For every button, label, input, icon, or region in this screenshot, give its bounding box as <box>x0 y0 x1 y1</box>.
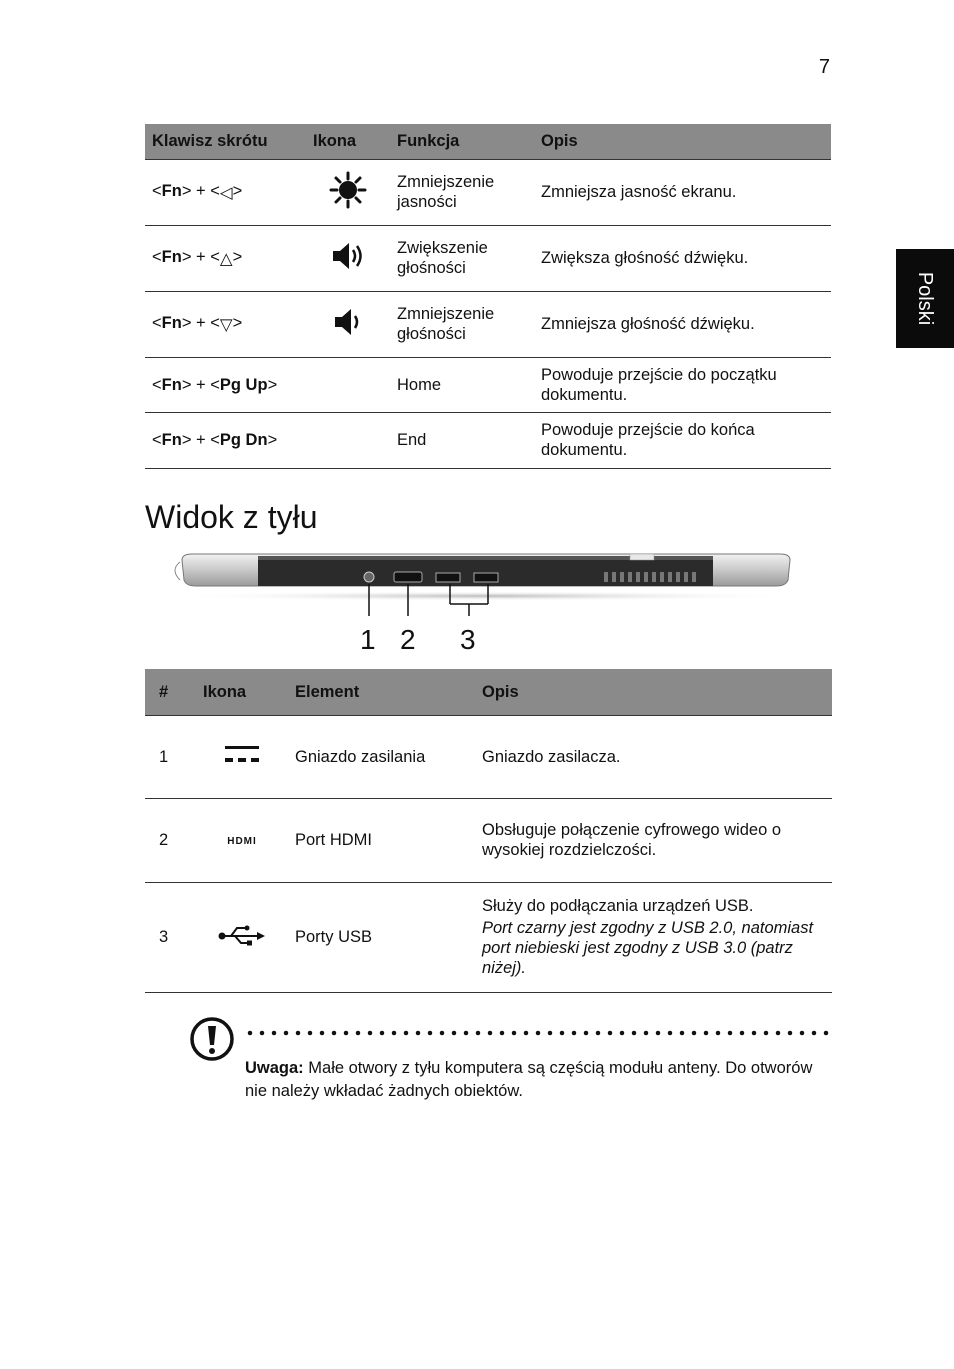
warning-icon <box>189 1016 235 1062</box>
function-cell: End <box>390 412 534 468</box>
pgdn-key: Pg Dn <box>219 431 268 449</box>
volume-down-icon <box>330 306 366 338</box>
number-cell: 1 <box>145 715 196 798</box>
header-element: Element <box>288 669 475 715</box>
language-tab <box>896 249 954 348</box>
table-row <box>145 882 832 992</box>
function-cell: Zmniejszenie głośności <box>390 291 534 357</box>
icon-cell <box>306 291 390 357</box>
hotkey-cell: <Fn> + <Pg Dn> <box>145 412 306 468</box>
description-cell: Zwiększa głośność dźwięku. <box>534 225 831 291</box>
usb-icon <box>217 923 267 947</box>
icon-cell <box>196 715 288 798</box>
icon-cell <box>196 882 288 992</box>
ports-header-row <box>145 669 832 715</box>
element-cell: Port HDMI <box>288 798 475 882</box>
usb-description: Służy do podłączania urządzeń USB. <box>482 897 754 915</box>
number-cell: 3 <box>145 882 196 992</box>
ports-table <box>145 669 832 993</box>
dc-power-icon <box>222 742 262 766</box>
arrow-down-symbol: ▽ <box>219 316 233 334</box>
header-icon: Ikona <box>196 669 288 715</box>
description-cell: Powoduje przejście do końca dokumentu. <box>534 412 831 468</box>
brightness-icon <box>329 171 367 209</box>
description-cell: Obsługuje połączenie cyfrowego wideo o wysokiej rozdzielczości. <box>475 798 832 882</box>
header-hotkey: Klawisz skrótu <box>145 124 306 159</box>
fn-key: Fn <box>161 375 182 394</box>
header-description: Opis <box>534 124 831 159</box>
note-divider <box>244 1030 832 1036</box>
description-cell: Powoduje przejście do początku dokumentu. <box>534 357 831 412</box>
element-cell: Gniazdo zasilania <box>288 715 475 798</box>
icon-cell <box>306 357 390 412</box>
icon-cell <box>306 412 390 468</box>
table-row <box>145 798 832 882</box>
hotkey-cell: <Fn> + <Pg Up> <box>145 357 306 412</box>
laptop-rear-illustration <box>160 548 810 620</box>
table-row <box>145 357 831 412</box>
description-cell: Zmniejsza głośność dźwięku. <box>534 291 831 357</box>
hotkeys-header-row <box>145 124 831 159</box>
section-title: Widok z tyłu <box>145 499 318 535</box>
fn-key: Fn <box>161 314 182 332</box>
arrow-left-symbol: ◁ <box>219 184 233 202</box>
icon-cell <box>306 159 390 225</box>
description-cell: Zmniejsza jasność ekranu. <box>534 159 831 225</box>
function-cell: Zmniejszenie jasności <box>390 159 534 225</box>
hotkeys-table <box>145 124 831 469</box>
hotkey-cell: <Fn> + <▽> <box>145 291 306 357</box>
callout-1: 1 <box>360 624 376 655</box>
page-number: 7 <box>818 56 830 78</box>
hotkey-cell: <Fn> + <△> <box>145 225 306 291</box>
hotkey-cell: <Fn> + <◁> <box>145 159 306 225</box>
header-description: Opis <box>475 669 832 715</box>
header-function: Funkcja <box>390 124 534 159</box>
icon-cell <box>196 798 288 882</box>
element-cell: Porty USB <box>288 882 475 992</box>
table-row <box>145 412 831 468</box>
fn-key: Fn <box>161 182 182 200</box>
header-number: # <box>145 669 196 715</box>
table-row <box>145 291 831 357</box>
description-cell <box>475 882 832 992</box>
table-row <box>145 715 832 798</box>
volume-up-icon <box>330 240 366 272</box>
description-cell: Gniazdo zasilacza. <box>475 715 832 798</box>
icon-cell <box>306 225 390 291</box>
note-text <box>245 1057 835 1103</box>
number-cell: 2 <box>145 798 196 882</box>
table-row <box>145 225 831 291</box>
callout-2: 2 <box>400 624 416 655</box>
function-cell: Home <box>390 357 534 412</box>
header-icon: Ikona <box>306 124 390 159</box>
pgup-key: Pg Up <box>219 375 268 394</box>
note-label: Uwaga: <box>245 1059 304 1077</box>
usb-note: Port czarny jest zgodny z USB 2.0, natomiast port niebieski jest zgodny z USB 3.0 (patrz niżej). <box>482 919 814 977</box>
table-row <box>145 159 831 225</box>
callout-3: 3 <box>460 624 476 655</box>
arrow-up-symbol: △ <box>219 250 233 268</box>
language-tab-label: Polski <box>914 271 937 326</box>
function-cell: Zwiększenie głośności <box>390 225 534 291</box>
note-body: Małe otwory z tyłu komputera są częścią modułu anteny. Do otworów nie należy wkładać żadnych obiektów. <box>245 1059 813 1100</box>
fn-key: Fn <box>161 431 182 449</box>
fn-key: Fn <box>161 248 182 266</box>
hdmi-icon: HDMI <box>227 835 257 847</box>
